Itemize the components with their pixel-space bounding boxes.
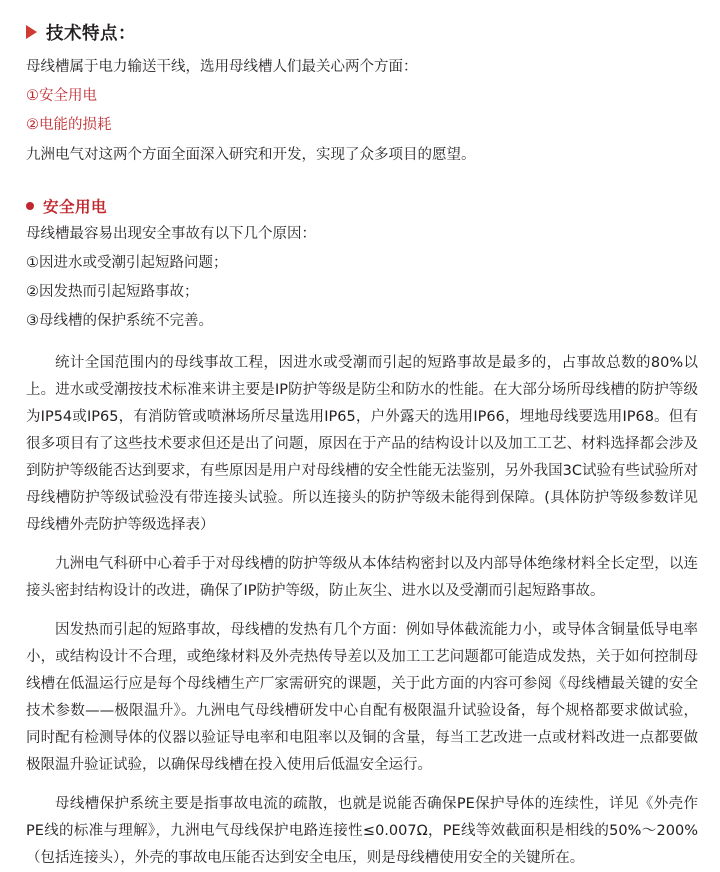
subsection-heading-label: 安全用电 [43, 198, 108, 216]
triangle-marker-icon [26, 25, 37, 39]
reason-item-2: ②因发热而引起短路事故； [26, 284, 199, 300]
subsection-lead: 母线槽最容易出现安全事故有以下几个原因： [26, 226, 316, 242]
section-heading-label: 技术特点： [46, 23, 136, 44]
subsection-heading [26, 194, 698, 218]
bullet-dot-icon [26, 202, 34, 210]
body-paragraph-3: 因发热而引起的短路事故，母线槽的发热有几个方面：例如导体截流能力小，或导体含铜量低导电率小，或结构设计不合理，或绝缘材料及外壳热传导差以及加工工艺问题都可能造成发热，关于如何控制母线槽在低温运行应是每个母线槽生产厂家需研究的课题，关于此方面的内容可参阅《母线槽最关键的安全技术参数——极限温升》。九洲电气母线槽研发中心自配有极限温升试验设备，每个规格都要求做试验，同时配有检测导体的仪器以验证导电率和电阻率以及铜的含量，每当工艺改进一点或材料改进一点都要做极限温升验证试验，以确保母线槽在投入使用后低温安全运行。 [26, 622, 698, 773]
reason-item-1: ①因进水或受潮引起短路问题； [26, 255, 228, 271]
reason-item-3: ③母线槽的保护系统不完善。 [26, 313, 213, 329]
intro-closing: 九洲电气对这两个方面全面深入研究和开发，实现了众多项目的愿望。 [26, 147, 476, 163]
body-paragraph-4: 母线槽保护系统主要是指事故电流的疏散，也就是说能否确保PE保护导体的连续性，详见《外壳作PE线的标准与理解》，九洲电气母线保护电路连接性≤0.007Ω，PE线等效截面积是相线的50%～200%（包括连接头），外壳的事故电压能否达到安全电压，则是母线槽使用安全的关键所在。 [26, 796, 698, 866]
intro-item-2: ②电能的损耗 [26, 117, 112, 133]
intro-lead: 母线槽属于电力输送干线，选用母线槽人们最关心两个方面： [26, 59, 418, 75]
body-paragraph-2: 九洲电气科研中心着手于对母线槽的防护等级从本体结构密封以及内部导体绝缘材料全长定型，以连接头密封结构设计的改进，确保了IP防护等级，防止灰尘、进水以及受潮而引起短路事故。 [26, 556, 698, 599]
body-paragraph-1: 统计全国范围内的母线事故工程，因进水或受潮而引起的短路事故是最多的，占事故总数的80%以上。进水或受潮按技术标准来讲主要是IP防护等级是防尘和防水的性能。在大部分场所母线槽的防护等级为IP54或IP65，有消防管或喷淋场所尽量选用IP65，户外露天的选用IP66，埋地母线要选用IP68。但有很多项目有了这些技术要求但还是出了问题，原因在于产品的结构设计以及加工工艺、材料选择都会涉及到防护等级能否达到要求，有些原因是用户对母线槽的安全性能无法鉴别，另外我国3C试验有些试验所对母线槽防护等级试验没有带连接头试验。所以连接头的防护等级未能得到保障。(具体防护等级参数详见母线槽外壳防护等级选择表） [26, 355, 698, 533]
section-heading [26, 18, 698, 46]
intro-item-1: ①安全用电 [26, 88, 97, 104]
